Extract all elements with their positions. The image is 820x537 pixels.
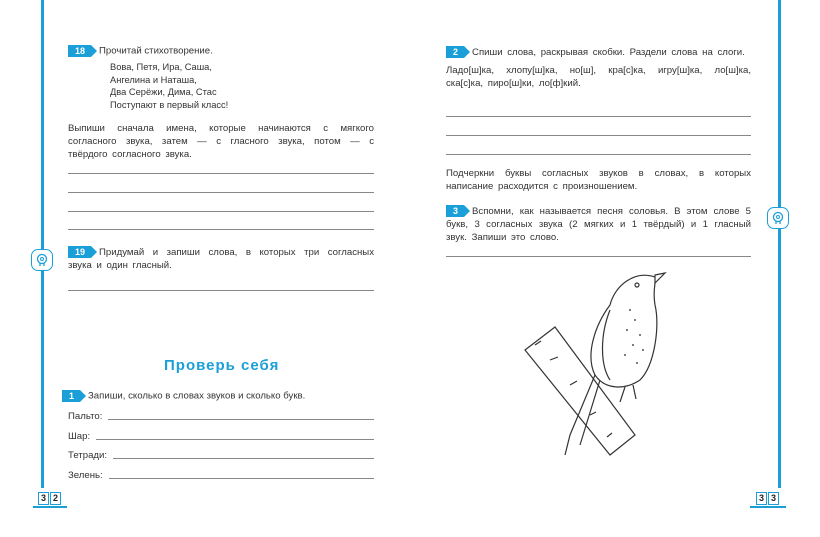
poem-line: Вова, Петя, Ира, Саша, xyxy=(110,62,212,72)
task-3 xyxy=(446,205,751,244)
task-question: Выпиши сначала имена, которые начинаются с мягкого согласного звука, затем — с гласного звука, потом — с твёрдого согласного звука. xyxy=(68,123,374,160)
book-icon xyxy=(33,502,67,508)
poem-line: Два Серёжи, Дима, Стас xyxy=(110,87,217,97)
answer-field-shar[interactable] xyxy=(68,431,374,442)
field-label: Пальто: xyxy=(68,411,103,422)
field-label: Шар: xyxy=(68,431,91,442)
poem xyxy=(110,61,374,111)
task-instruction: Запиши, сколько в словах звуков и сколько букв. xyxy=(88,390,306,402)
answer-line[interactable] xyxy=(68,229,374,230)
answer-line[interactable] xyxy=(68,211,374,212)
left-margin-line xyxy=(41,0,44,488)
answer-line[interactable] xyxy=(446,154,751,155)
answer-field-tetradi[interactable] xyxy=(68,450,374,461)
poem-line: Ангелина и Наташа, xyxy=(110,74,197,85)
task-number-badge: 18 xyxy=(68,45,91,57)
hint-head-icon xyxy=(767,207,789,229)
task-1 xyxy=(62,390,374,402)
page-digit: 2 xyxy=(50,492,61,505)
answer-line[interactable] xyxy=(68,290,374,291)
task-number-badge: 3 xyxy=(446,205,464,217)
task-18 xyxy=(68,45,374,161)
task-2-followup: Подчеркни буквы согласных звуков в словах, в которых написание расходится с произношением. xyxy=(446,168,751,192)
task-number-badge: 1 xyxy=(62,390,80,402)
task-instruction: Прочитай стихотворение. xyxy=(99,45,213,57)
answer-field-palto[interactable] xyxy=(68,411,374,422)
page-digit: 3 xyxy=(768,492,779,505)
answer-line[interactable] xyxy=(446,256,751,257)
page-digit: 3 xyxy=(38,492,49,505)
answer-line[interactable] xyxy=(68,173,374,174)
hint-head-icon xyxy=(31,249,53,271)
field-label: Зелень: xyxy=(68,470,103,481)
right-margin-line xyxy=(778,0,781,488)
task-number-badge: 19 xyxy=(68,246,91,258)
nightingale-illustration xyxy=(515,265,675,465)
task-instruction: Придумай и запиши слова, в которых три согласных звука и один гласный. xyxy=(68,247,374,271)
page-digit: 3 xyxy=(756,492,767,505)
task-instruction: Спиши слова, раскрывая скобки. Раздели слова на слоги. xyxy=(472,47,745,58)
answer-line[interactable] xyxy=(68,192,374,193)
answer-field-zelen[interactable] xyxy=(68,470,374,481)
task-19 xyxy=(68,246,374,272)
field-label: Тетради: xyxy=(68,450,108,461)
task-number-badge: 2 xyxy=(446,46,464,58)
task-2 xyxy=(446,46,751,90)
task-instruction: Вспомни, как называется песня соловья. В этом слове 5 букв, 3 согласных звука (2 мягких и 1 твёрдый) и 1 гласный звук. Запиши это слово. xyxy=(446,206,751,243)
section-title: Проверь себя xyxy=(164,357,280,374)
poem-line: Поступают в первый класс! xyxy=(110,99,229,110)
answer-line[interactable] xyxy=(446,116,751,117)
word-list: Ладо[ш]ка, хлопу[ш]ка, но[ш], кра[с]ка, игру[ш]ка, ло[ш]ка, ска[с]ка, пиро[ш]ки, ло[ф]кий. xyxy=(446,65,751,89)
book-icon xyxy=(750,502,786,508)
answer-line[interactable] xyxy=(446,135,751,136)
